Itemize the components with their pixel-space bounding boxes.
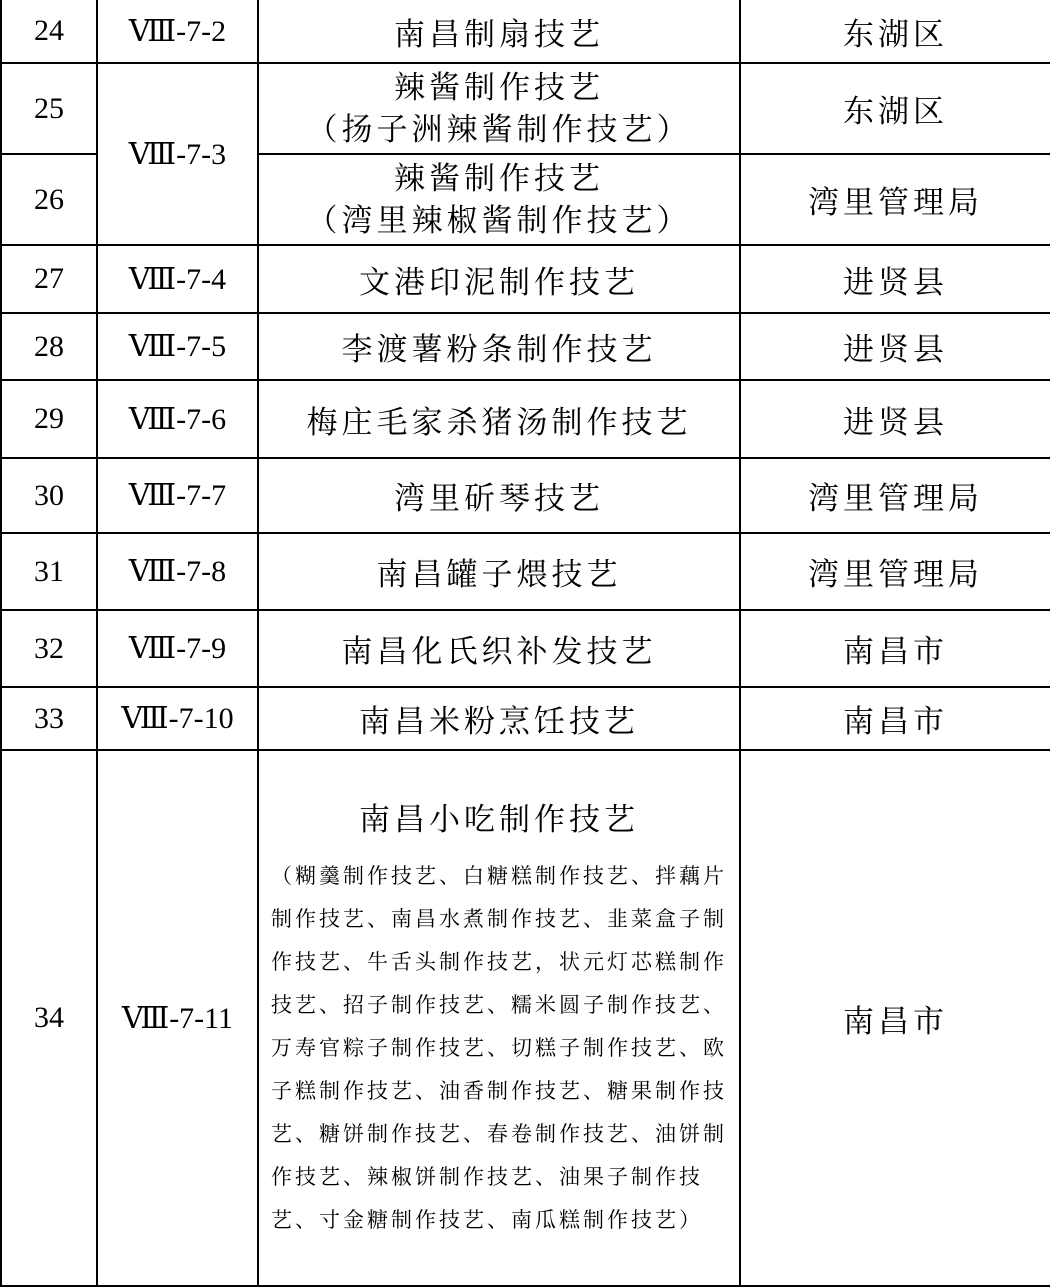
table-row [1,533,1050,610]
project-name [258,154,740,245]
project-name: 梅庄毛家杀猪汤制作技艺 [258,380,740,458]
project-code: Ⅷ-7-6 [97,380,258,458]
project-name [258,750,740,1286]
project-name-main: 辣酱制作技艺 [394,160,604,197]
project-name-main: 南昌小吃制作技艺 [359,802,639,838]
project-code: Ⅷ-7-8 [97,533,258,610]
project-code: Ⅷ-7-3 [97,63,258,245]
row-number: 28 [1,313,97,380]
row-number: 33 [1,687,97,750]
row-number: 27 [1,245,97,313]
applicant-area: 南昌市 [740,610,1050,687]
row-number: 24 [1,0,97,63]
row-number: 34 [1,750,97,1286]
row-number: 31 [1,533,97,610]
applicant-area: 南昌市 [740,687,1050,750]
table-row [1,380,1050,458]
applicant-area: 东湖区 [740,0,1050,63]
project-name: 南昌罐子煨技艺 [258,533,740,610]
project-name [258,63,740,154]
project-code: Ⅷ-7-5 [97,313,258,380]
project-code: Ⅷ-7-11 [97,750,258,1286]
table-row [1,245,1050,313]
row-number: 32 [1,610,97,687]
applicant-area: 东湖区 [740,63,1050,154]
project-name: 南昌制扇技艺 [258,0,740,63]
project-name: 南昌米粉烹饪技艺 [258,687,740,750]
table-row [1,63,1050,154]
table-row [1,610,1050,687]
table-row [1,0,1050,63]
applicant-area: 进贤县 [740,245,1050,313]
project-name-sub: （湾里辣椒酱制作技艺） [306,202,692,239]
row-number: 25 [1,63,97,154]
project-name-sub: （扬子洲辣酱制作技艺） [306,111,692,148]
project-name-detail: （糊羹制作技艺、白糖糕制作技艺、拌藕片制作技艺、南昌水煮制作技艺、韭菜盒子制作技艺、牛舌头制作技艺，状元灯芯糕制作技艺、招子制作技艺、糯米圆子制作技艺、万寿官粽子制作技艺、切糕子制作技艺、欧子糕制作技艺、油香制作技艺、糖果制作技艺、糖饼制作技艺、春卷制作技艺、油饼制作技艺、辣椒饼制作技艺、油果子制作技艺、寸金糖制作技艺、南瓜糕制作技艺） [271,864,727,1232]
project-code: Ⅷ-7-4 [97,245,258,313]
project-name: 文港印泥制作技艺 [258,245,740,313]
table-row [1,687,1050,750]
project-code: Ⅷ-7-7 [97,458,258,533]
project-name: 南昌化氏织补发技艺 [258,610,740,687]
table-row [1,458,1050,533]
row-number: 30 [1,458,97,533]
project-code: Ⅷ-7-9 [97,610,258,687]
applicant-area: 南昌市 [740,750,1050,1286]
row-number: 26 [1,154,97,245]
applicant-area: 进贤县 [740,380,1050,458]
project-name: 李渡薯粉条制作技艺 [258,313,740,380]
project-name: 湾里斫琴技艺 [258,458,740,533]
applicant-area: 进贤县 [740,313,1050,380]
project-name-main: 辣酱制作技艺 [394,69,604,106]
row-number: 29 [1,380,97,458]
project-code: Ⅷ-7-10 [97,687,258,750]
table-row [1,313,1050,380]
project-code: Ⅷ-7-2 [97,0,258,63]
table-row [1,750,1050,1286]
applicant-area: 湾里管理局 [740,458,1050,533]
applicant-area: 湾里管理局 [740,154,1050,245]
applicant-area: 湾里管理局 [740,533,1050,610]
